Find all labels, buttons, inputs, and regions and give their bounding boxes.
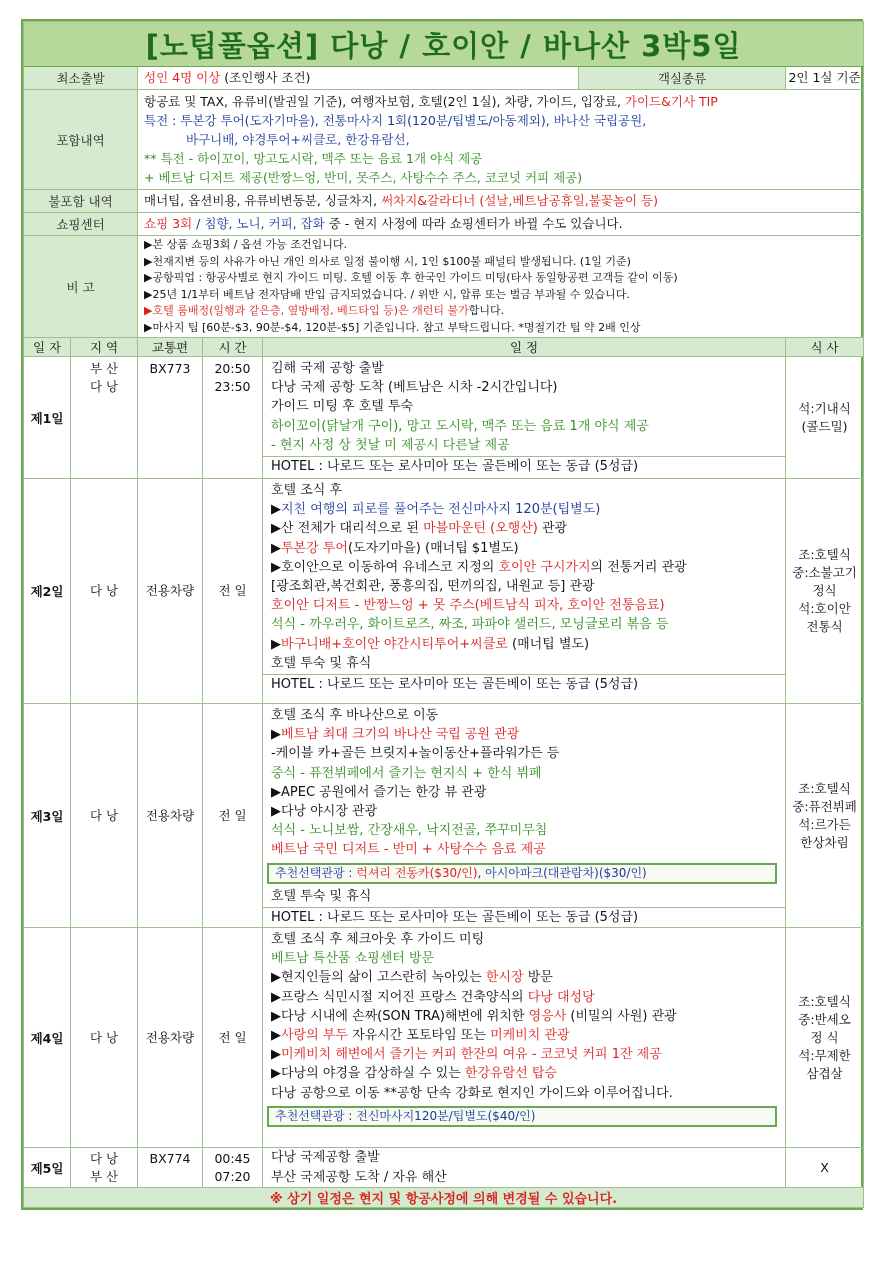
day4-meal: 조:호텔식 중:반세오 정 식 석:무제한 삼겹살 [786,928,864,1148]
day3-row [24,704,864,928]
day5-label: 제5일 [24,1148,71,1188]
day5-time: 00:45 07:20 [203,1148,263,1188]
day4-row [24,928,864,1148]
day4-place: 다 낭 [71,928,138,1148]
day3-hotel: HOTEL : 나로드 또는 로사미아 또는 골든베이 또는 동급 (5성급) [263,907,785,927]
footer-note: ※ 상기 일정은 현지 및 항공사정에 의해 변경될 수 있습니다. [24,1188,864,1208]
shopping-label: 쇼핑센터 [24,213,138,236]
day2-time: 전 일 [203,479,263,704]
header-meal: 식 사 [786,338,864,357]
day1-place: 부 산 다 낭 [71,357,138,479]
excluded-text: 매너팁, 옵션비용, 유류비변동분, 싱글차지, 써차지&갈라디너 (설날,베트남공휴일,불꽃놀이 등) [138,190,864,213]
day2-hotel: HOTEL : 나로드 또는 로사미아 또는 골든베이 또는 동급 (5성급) [263,674,785,694]
day2-transport: 전용차량 [138,479,203,704]
day2-place: 다 낭 [71,479,138,704]
day1-transport: BX773 [138,357,203,479]
header-place: 지 역 [71,338,138,357]
day1-hotel: HOTEL : 나로드 또는 로사미아 또는 골든베이 또는 동급 (5성급) [263,456,785,476]
room-type-label: 객실종류 [579,67,786,90]
day3-meal: 조:호텔식 중:퓨전뷔페 석:르가든 한상차림 [786,704,864,928]
day1-row [24,357,864,479]
excluded-label: 불포함 내역 [24,190,138,213]
day2-row [24,479,864,704]
remarks-label: 비 고 [24,236,138,338]
itinerary-table [23,21,864,1208]
day3-time: 전 일 [203,704,263,928]
day3-transport: 전용차량 [138,704,203,928]
day5-meal: X [786,1148,864,1188]
day1-meal: 석:기내식 (콜드밀) [786,357,864,479]
day3-schedule: 호텔 조식 후 바나산으로 이동 ▶베트남 최대 크기의 바나산 국립 공원 관광 -케이블 카+골든 브릿지+놀이동산+플라워가든 등 중식 - 퓨전뷔페에서 즐기는 현지식 + 한식 뷔페 ▶APEC 공원에서 즐기는 한강 뷰 관광 ▶다낭 야시장 관광 석식 - 노니보쌈, 간장새우, 낙지전골, 쭈꾸미무침 베트남 국민 디저트 - 반미 + 사탕수수 음료 제공 추천선택관광 : 럭셔리 전동카($30/인), 아시아파크(대관람차)($30/인) 호텔 투숙 및 휴식 HOTEL : 나로드 또는 로사미아 또는 골든베이 또는 동급 (5성급) [263,704,786,928]
header-schedule: 일 정 [263,338,786,357]
itinerary-sheet [21,19,863,1210]
day5-transport: BX774 [138,1148,203,1188]
included-label: 포함내역 [24,90,138,190]
page-title: [노팁풀옵션] 다낭 / 호이안 / 바나산 3박5일 [24,22,864,67]
day5-place: 다 낭 부 산 [71,1148,138,1188]
day2-meal: 조:호텔식 중:소불고기 정식 석:호이안 전통식 [786,479,864,704]
schedule-header [24,338,864,357]
min-departure-label: 최소출발 [24,67,138,90]
shopping-text: 쇼핑 3회 / 침향, 노니, 커피, 잡화 중 - 현지 사정에 따라 쇼핑센터가 바뀔 수도 있습니다. [138,213,864,236]
day3-optional-tour: 추천선택관광 : 럭셔리 전동카($30/인), 아시아파크(대관람차)($30/인) [267,863,777,884]
day1-schedule: 김해 국제 공항 출발 다낭 국제 공항 도착 (베트남은 시차 -2시간입니다) 가이드 미팅 후 호텔 투숙 하이꼬이(닭날개 구이), 망고 도시락, 맥주 또는 음료 1개 야식 제공 - 현지 사정 상 첫날 미 제공시 다른날 제공 HOTEL : 나로드 또는 로사미아 또는 골든베이 또는 동급 (5성급) [263,357,786,479]
day3-place: 다 낭 [71,704,138,928]
day3-label: 제3일 [24,704,71,928]
day4-label: 제4일 [24,928,71,1148]
remarks-text: ▶본 상품 쇼핑3회 / 옵션 가능 조건입니다. ▶천재지변 등의 사유가 아닌 개인 의사로 일정 불이행 시, 1인 $100불 패널티 발생됩니다. (1일 기준) ▶공항픽업 : 항공사별로 현지 가이드 미팅. 호텔 이동 후 한국인 가이드 미팅(타사 동일항공편 고객들 같이 이동) ▶25년 1/1부터 베트남 전자담배 반입 금지되었습니다. / 위반 시, 압류 또는 벌금 부과될 수 있습니다. ▶호텔 룸배정(일행과 같은층, 옆방배정, 베드타입 등)은 개런티 불가합니다. ▶마사지 팁 [60분-$3, 90분-$4, 120분-$5] 기준입니다. 참고 부탁드립니다. *명절기간 팁 약 2배 인상 [138,236,864,338]
room-type-value: 2인 1실 기준 [786,67,864,90]
day1-time: 20:50 23:50 [203,357,263,479]
min-departure-value: 성인 4명 이상 (조인행사 조건) [138,67,579,90]
day4-schedule: 호텔 조식 후 체크아웃 후 가이드 미팅 베트남 특산품 쇼핑센터 방문 ▶현지인들의 삶이 고스란히 녹아있는 한시장 방문 ▶프랑스 식민시절 지어진 프랑스 건축양식의 다낭 대성당 ▶다낭 시내에 손짜(SON TRA)해변에 위치한 영응사 (비밀의 사원) 관광 ▶사랑의 부두 자유시간 포토타임 또는 미케비치 관광 ▶미케비치 해변에서 즐기는 커피 한잔의 여유 - 코코넛 커피 1잔 제공 ▶다낭의 야경을 감상하실 수 있는 한강유람선 탑승 다낭 공항으로 이동 **공항 단속 강화로 현지인 가이드와 이루어집니다. 추천선택관광 : 전신마사지120분/팁별도($40/인) [263,928,786,1148]
day5-schedule: 다낭 국제공항 출발 부산 국제공항 도착 / 자유 해산 [263,1148,786,1188]
header-transport: 교통편 [138,338,203,357]
day1-label: 제1일 [24,357,71,479]
day4-time: 전 일 [203,928,263,1148]
header-time: 시 간 [203,338,263,357]
day4-transport: 전용차량 [138,928,203,1148]
day2-schedule: 호텔 조식 후 ▶지친 여행의 피로를 풀어주는 전신마사지 120분(팁별도) ▶산 전체가 대리석으로 된 마블마운틴 (오행산) 관광 ▶투본강 투어(도자기마을) (매너팁 $1별도) ▶호이안으로 이동하여 유네스코 지정의 호이안 구시가지의 전통거리 관광 [광조회관,복건회관, 풍흥의집, 떤끼의집, 내원교 등] 관광 호이안 디저트 - 반짱느엉 + 못 주스(베트남식 피자, 호이안 전통음료) 석식 - 까우러우, 화이트로즈, 짜조, 파파야 샐러드, 모닝글로리 볶음 등 ▶바구니배+호이안 야간시티투어+씨클로 (매너팁 별도) 호텔 투숙 및 휴식 HOTEL : 나로드 또는 로사미아 또는 골든베이 또는 동급 (5성급) [263,479,786,704]
header-date: 일 자 [24,338,71,357]
included-text: 항공료 및 TAX, 유류비(발권일 기준), 여행자보험, 호텔(2인 1실), 차량, 가이드, 입장료, 가이드&기사 TIP 특전 : 투본강 투어(도자기마을), 전통마사지 1회(120분/팁별도/아동제외), 바나산 국립공원, 바구니배, 야경투어+씨클로, 한강유람선, ** 특전 - 하이꼬이, 망고도시락, 맥주 또는 음료 1개 야식 제공 + 베트남 디저트 제공(반짱느엉, 반미, 못주스, 사탕수수 주스, 코코넛 커피 제공) [138,90,864,190]
day4-optional-tour: 추천선택관광 : 전신마사지120분/팁별도($40/인) [267,1106,777,1127]
day2-label: 제2일 [24,479,71,704]
day5-row [24,1148,864,1188]
